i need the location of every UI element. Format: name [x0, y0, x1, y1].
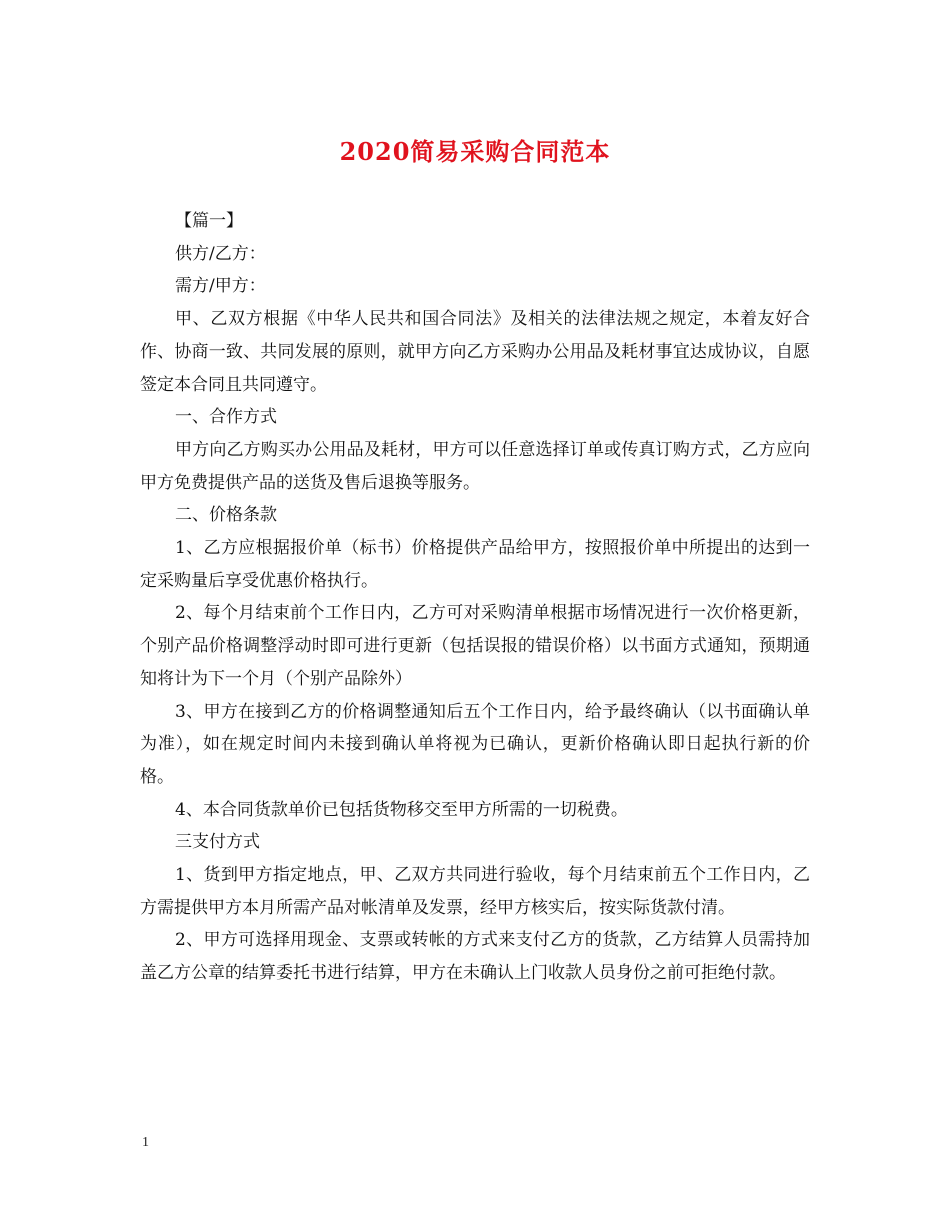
- document-title: 2020简易采购合同范本: [339, 137, 611, 166]
- page-number: 1: [142, 1135, 149, 1150]
- paragraph-buyer: 需方/甲方：: [175, 276, 266, 297]
- heading-payment: 三支付方式: [175, 832, 260, 853]
- paragraph-price-2: 2、每个月结束前个工作日内，乙方可对采购清单根据市场情况进行一次价格更新，个别产品价格调整浮动时即可进行更新（包括误报的错误价格）以书面方式通知，预期通知将计为下一个月（个别产品除外）: [140, 603, 810, 689]
- document-body: [140, 205, 810, 990]
- paragraph-preamble: 甲、乙双方根据《中华人民共和国合同法》及相关的法律法规之规定，本着友好合作、协商一致、共同发展的原则，就甲方向乙方采购办公用品及耗材事宜达成协议，自愿签定本合同且共同遵守。: [140, 309, 810, 395]
- paragraph-price-3: 3、甲方在接到乙方的价格调整通知后五个工作日内，给予最终确认（以书面确认单为准），如在规定时间内未接到确认单将视为已确认，更新价格确认即日起执行新的价格。: [140, 701, 810, 787]
- paragraph-section-label: 【篇一】: [175, 211, 243, 231]
- paragraph-supplier: 供方/乙方：: [175, 243, 266, 264]
- paragraph-payment-2: 2、甲方可选择用现金、支票或转帐的方式来支付乙方的货款，乙方结算人员需持加盖乙方公章的结算委托书进行结算，甲方在未确认上门收款人员身份之前可拒绝付款。: [140, 930, 810, 984]
- paragraph-price-4: 4、本合同货款单价已包括货物移交至甲方所需的一切税费。: [175, 799, 628, 820]
- heading-price: 二、价格条款: [175, 505, 277, 526]
- paragraph-payment-1: 1、货到甲方指定地点，甲、乙双方共同进行验收，每个月结束前五个工作日内，乙方需提供甲方本月所需产品对帐清单及发票，经甲方核实后，按实际货款付清。: [140, 865, 810, 918]
- paragraph-cooperation: 甲方向乙方购买办公用品及耗材，甲方可以任意选择订单或传真订购方式，乙方应向甲方免费提供产品的送货及售后退换等服务。: [140, 439, 810, 493]
- paragraph-price-1: 1、乙方应根据报价单（标书）价格提供产品给甲方，按照报价单中所提出的达到一定采购量后享受优惠价格执行。: [140, 538, 810, 591]
- heading-cooperation: 一、合作方式: [175, 407, 277, 428]
